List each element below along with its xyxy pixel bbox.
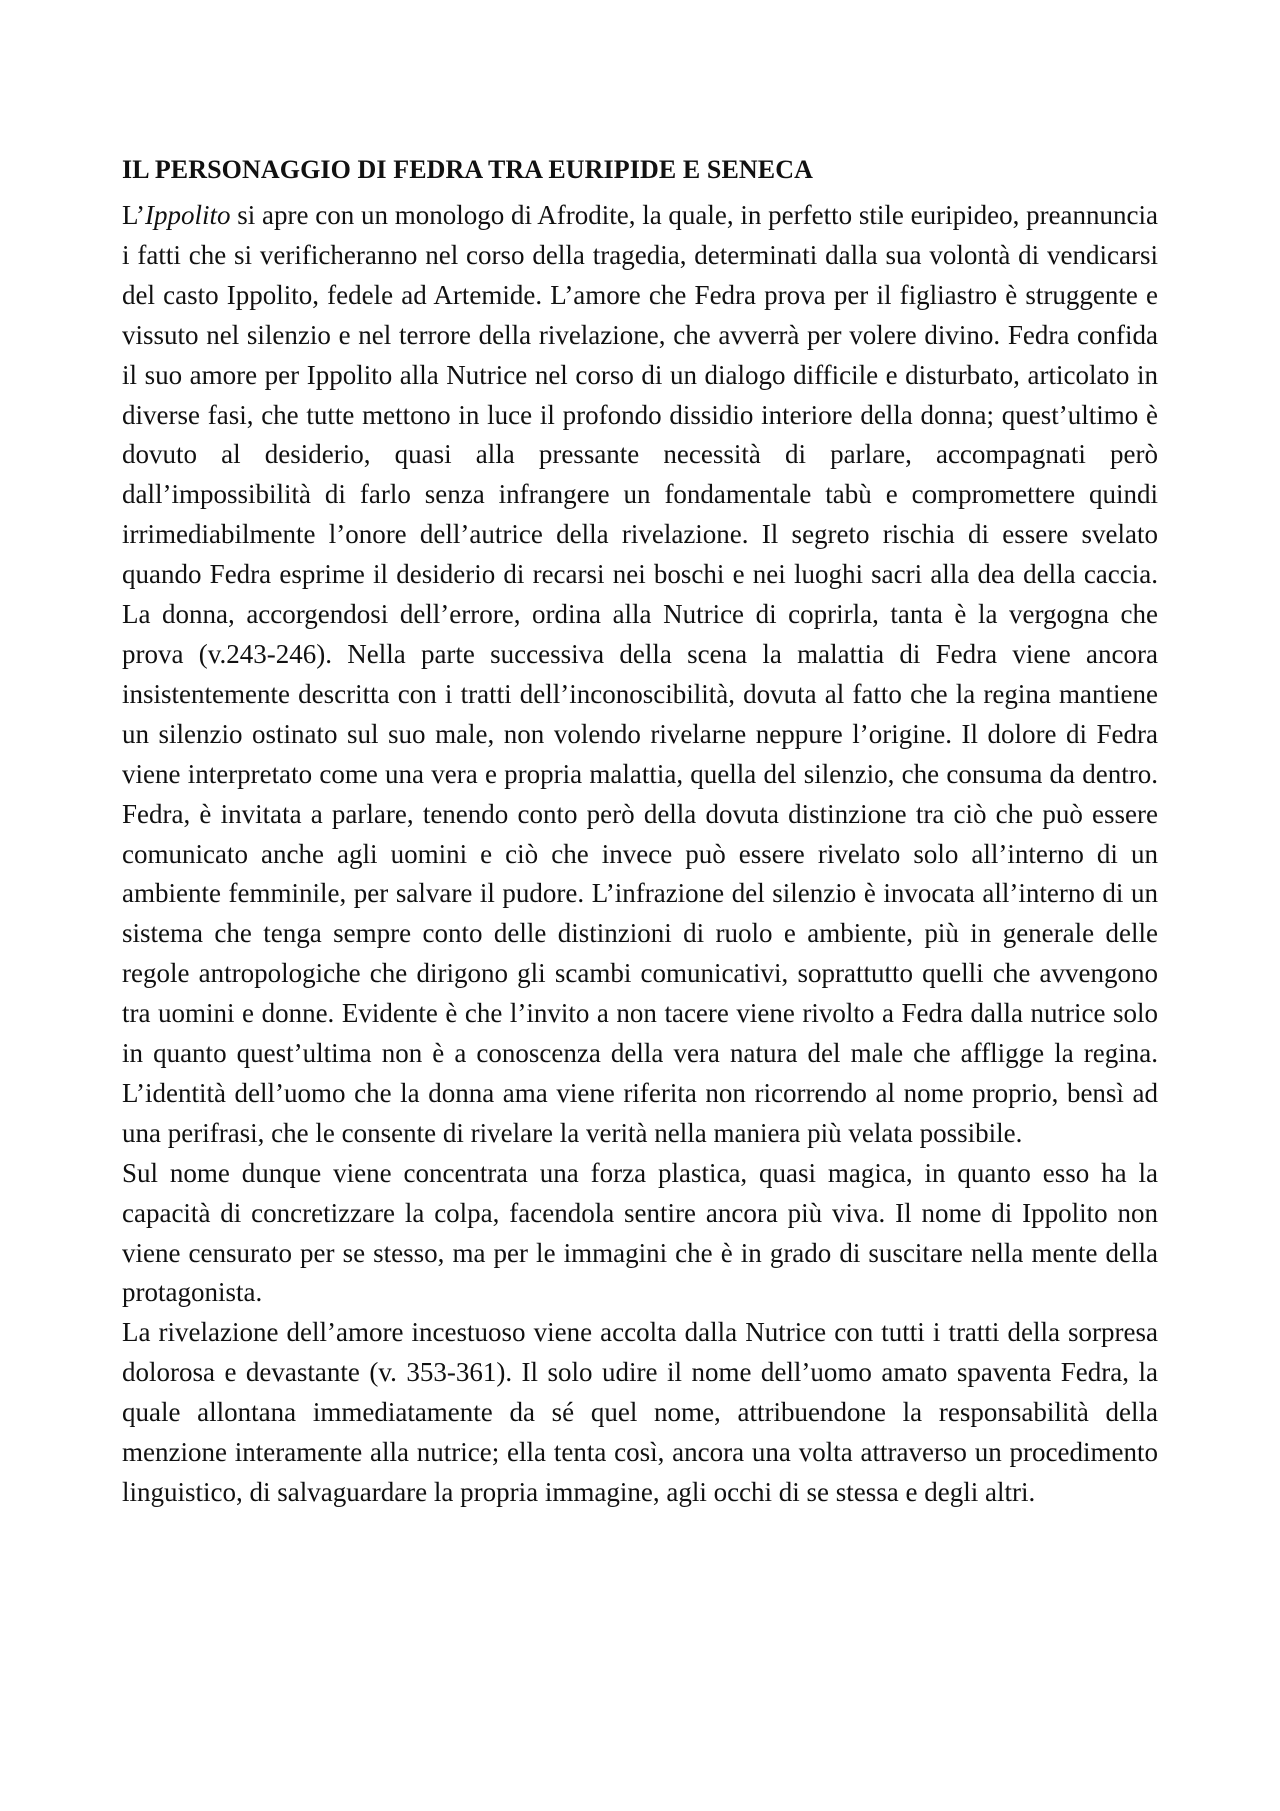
paragraph-1: [122, 196, 1158, 1154]
document-page: [122, 150, 1158, 1513]
paragraph-1-body: si apre con un monologo di Afrodite, la quale, in perfetto stile euripideo, preannuncia i fatti che si verificheranno nel corso della tragedia, determinati dalla sua volontà di vendicarsi del casto Ippolito, fedele ad Artemide. L’amore che Fedra prova per il figliastro è struggente e vissuto nel silenzio e nel terrore della rivelazione, che avverrà per volere divino. Fedra confida il suo amore per Ippolito alla Nutrice nel corso di un dialogo difficile e disturbato, articolato in diverse fasi, che tutte mettono in luce il profondo dissidio interiore della donna; quest’ultimo è dovuto al desiderio, quasi alla pressante necessità di parlare, accompagnati però dall’impossibilità di farlo senza infrangere un fondamentale tabù e compromettere quindi irrimediabilmente l’onore dell’autrice della rivelazione. Il segreto rischia di essere svelato quando Fedra esprime il desiderio di recarsi nei boschi e nei luoghi sacri alla dea della caccia. La donna, accorgendosi dell’errore, ordina alla Nutrice di coprirla, tanta è la vergogna che prova (v.243-246). Nella parte successiva della scena la malattia di Fedra viene ancora insistentemente descritta con i tratti dell’inconoscibilità, dovuta al fatto che la regina mantiene un silenzio ostinato sul suo male, non volendo rivelarne neppure l’origine. Il dolore di Fedra viene interpretato come una vera e propria malattia, quella del silenzio, che consuma da dentro. Fedra, è invitata a parlare, tenendo conto però della dovuta distinzione tra ciò che può essere comunicato anche agli uomini e ciò che invece può essere rivelato solo all’interno di un ambiente femminile, per salvare il pudore. L’infrazione del silenzio è invocata all’interno di un sistema che tenga sempre conto delle distinzioni di ruolo e ambiente, più in generale delle regole antropologiche che dirigono gli scambi comunicativi, soprattutto quelli che avvengono tra uomini e donne. Evidente è che l’invito a non tacere viene rivolto a Fedra dalla nutrice solo in quanto quest’ultima non è a conoscenza della vera natura del male che affligge la regina. L’identità dell’uomo che la donna ama viene riferita non ricorrendo al nome proprio, bensì ad una perifrasi, che le consente di rivelare la verità nella maniera più velata possibile.: [122, 200, 1158, 1148]
paragraph-1-lead: L’: [122, 200, 146, 230]
paragraph-2: Sul nome dunque viene concentrata una forza plastica, quasi magica, in quanto esso ha la capacità di concretizzare la colpa, facendola sentire ancora più viva. Il nome di Ippolito non viene censurato per se stesso, ma per le immagini che è in grado di suscitare nella mente della protagonista.: [122, 1157, 1158, 1308]
paragraph-3: La rivelazione dell’amore incestuoso viene accolta dalla Nutrice con tutti i tratti della sorpresa dolorosa e devastante (v. 353-361). Il solo udire il nome dell’uomo amato spaventa Fedra, la quale allontana immediatamente da sé quel nome, attribuendone la responsabilità della menzione interamente alla nutrice; ella tenta così, ancora una volta attraverso un procedimento linguistico, di salvaguardare la propria immagine, agli occhi di se stessa e degli altri.: [122, 1317, 1158, 1507]
document-title: IL PERSONAGGIO DI FEDRA TRA EURIPIDE E SENECA: [122, 155, 813, 184]
paragraph-1-italic-title: Ippolito: [145, 200, 231, 230]
